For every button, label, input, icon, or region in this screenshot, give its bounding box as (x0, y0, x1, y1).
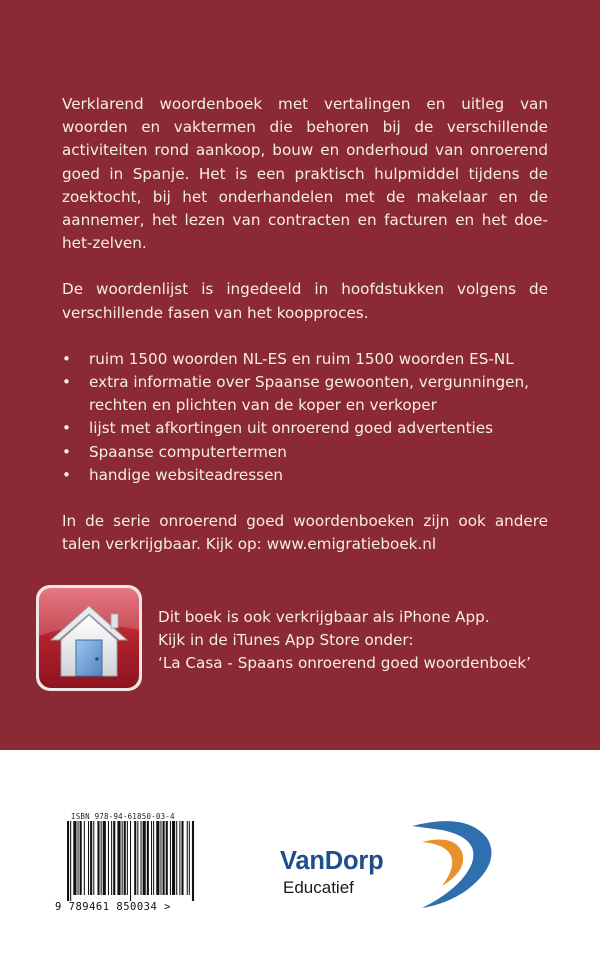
feature-text: Spaanse computertermen (89, 442, 287, 461)
feature-text: ruim 1500 woorden NL-ES en ruim 1500 woorden ES-NL (89, 349, 514, 368)
app-promo-line-3: ‘La Casa - Spaans onroerend goed woordenboek’ (158, 654, 531, 672)
bullet-icon: • (62, 442, 71, 461)
feature-item (62, 417, 548, 440)
feature-item (62, 441, 548, 464)
series-paragraph: In de serie onroerend goed woordenboeken zijn ook andere talen verkrijgbaar. Kijk op: www.emigratieboek.nl (62, 512, 548, 554)
feature-text: handige websiteadressen (89, 465, 284, 484)
structure-paragraph: De woordenlijst is ingedeeld in hoofdstukken volgens de verschillende fasen van het koopproces. (62, 280, 548, 322)
barcode-digits: 9 789461 850034 > (55, 901, 171, 913)
app-icon-frame (36, 585, 142, 691)
barcode (55, 812, 205, 918)
back-cover-blurb (62, 93, 548, 556)
feature-item (62, 348, 548, 371)
feature-item (62, 371, 548, 417)
bullet-icon: • (62, 373, 71, 392)
app-promo (158, 606, 598, 675)
feature-text: lijst met afkortingen uit onroerend goed advertenties (89, 419, 494, 438)
feature-text: extra informatie over Spaanse gewoonten, vergunningen, rechten en plichten van de koper en verkoper (89, 373, 529, 415)
publisher-logo (262, 808, 512, 918)
barcode-bars (55, 821, 205, 901)
bullet-icon: • (62, 349, 71, 368)
isbn-label: ISBN 978-94-61850-03-4 (71, 812, 175, 821)
feature-list (62, 348, 548, 487)
bullet-icon: • (62, 419, 71, 438)
feature-item (62, 464, 548, 487)
app-promo-line-2: Kijk in de iTunes App Store onder: (158, 631, 414, 649)
house-icon (39, 588, 139, 688)
publisher-name: VanDorp (280, 847, 384, 875)
publisher-subtitle: Educatief (283, 878, 354, 897)
bullet-icon: • (62, 465, 71, 484)
app-promo-line-1: Dit boek is ook verkrijgbaar als iPhone App. (158, 608, 490, 626)
intro-paragraph: Verklarend woordenboek met vertalingen en uitleg van woorden en vaktermen die behoren bij de verschillende activiteiten rond aankoop, bouw en onderhoud van onroerend goed in Spanje. Het is een praktisch hulpmiddel tijdens de zoektocht, bij het onderhandelen met de makelaar en de aannemer, het lezen van contracten en facturen en het doe-het-zelven. (62, 95, 548, 253)
